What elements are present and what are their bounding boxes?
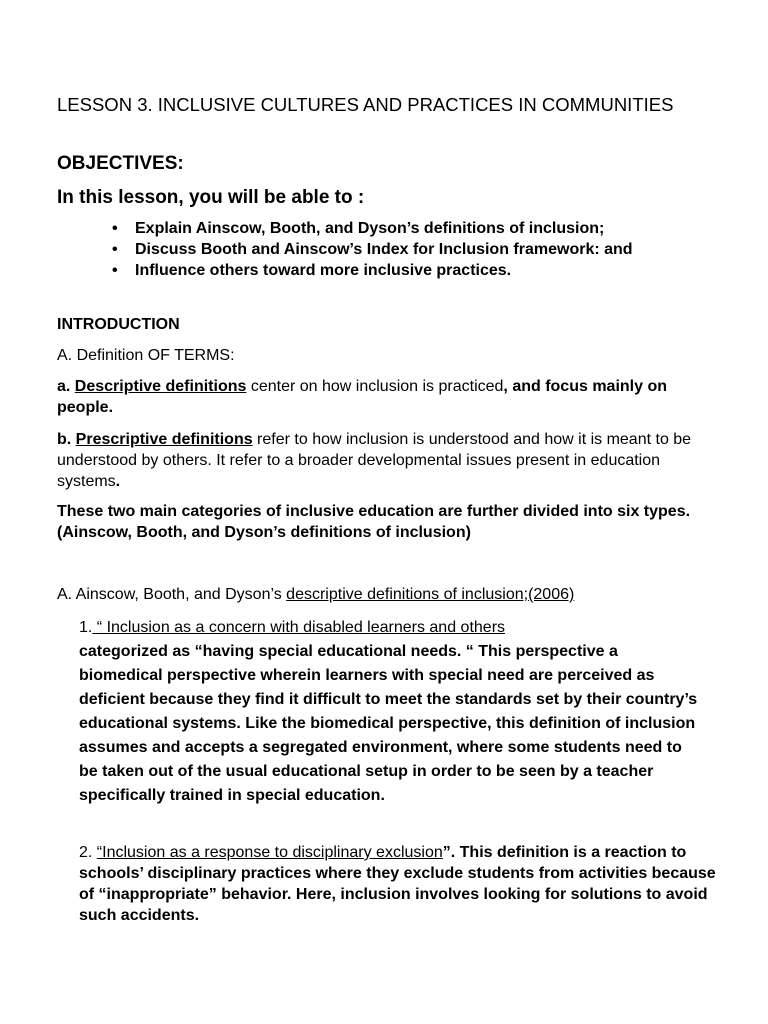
def-a-prefix: a. [57, 378, 71, 395]
bullet-marker: • [112, 262, 118, 279]
item-2-underlined: “Inclusion as a response to disciplinary exclusion [96, 844, 443, 861]
definition-item-2 [79, 842, 719, 926]
definition-of-terms-heading: A. Definition OF TERMS: [57, 347, 235, 364]
objectives-list [110, 218, 670, 281]
categories-paragraph: These two main categories of inclusive education are further divided into six types. (Ainscow, Booth, and Dyson’s definitions of inclusion) [57, 503, 691, 541]
descriptive-definitions-term: Descriptive definitions [74, 378, 247, 395]
def-a-bold-tail: , and focus mainly on people. [57, 378, 667, 416]
item-2-number: 2. [79, 844, 93, 861]
section-a-underlined: descriptive definitions of inclusion;(2006) [286, 586, 575, 603]
objectives-heading: OBJECTIVES: [57, 153, 184, 174]
bullet-marker: • [112, 220, 118, 237]
objective-text: Discuss Booth and Ainscow’s Index for Inclusion framework: and [135, 241, 633, 258]
item-1-underlined: “ Inclusion as a concern with disabled learners and others [92, 619, 506, 636]
section-a-prefix: A. Ainscow, Booth, and Dyson’s [57, 586, 287, 603]
definition-item-1 [79, 616, 699, 808]
item-2-text: ”. This definition is a reaction to schools’ disciplinary practices where they exclude students from activities because of “inappropriate” behavior. Here, inclusion involves looking for solutions to avoid such accidents. [79, 844, 716, 924]
objective-item [110, 239, 670, 260]
def-b-prefix: b. [57, 431, 72, 448]
introduction-heading: INTRODUCTION [57, 316, 180, 333]
def-b-end: . [115, 473, 121, 490]
lesson-title: LESSON 3. INCLUSIVE CULTURES AND PRACTICES IN COMMUNITIES [57, 94, 674, 115]
objective-item [110, 218, 670, 239]
objective-text: Influence others toward more inclusive practices. [135, 262, 512, 279]
item-1-number: 1. [79, 619, 93, 636]
bullet-marker: • [112, 241, 118, 258]
item-1-text: categorized as “having special educational needs. “ This perspective a biomedical perspective wherein learners with special need are perceived as deficient because they find it difficult to meet the standards set by their country’s educational systems. Like the biomedical perspective, this definition of inclusion assumes and accepts a segregated environment, where some students need to be taken out of the usual educational setup in order to be seen by a teacher specifically trained in special education. [79, 643, 698, 804]
def-b-text: refer to how inclusion is understood and how it is meant to be understood by others. It refer to a broader developmental issues present in education systems [57, 431, 692, 490]
prescriptive-definitions-term: Prescriptive definitions [75, 431, 253, 448]
section-a-heading [57, 584, 737, 605]
lesson-intro: In this lesson, you will be able to : [57, 187, 365, 208]
descriptive-definition-paragraph [57, 376, 707, 418]
objective-item [110, 260, 670, 281]
objective-text: Explain Ainscow, Booth, and Dyson’s definitions of inclusion; [135, 220, 605, 237]
def-a-text: center on how inclusion is practiced [246, 378, 504, 395]
prescriptive-definition-paragraph [57, 429, 707, 492]
